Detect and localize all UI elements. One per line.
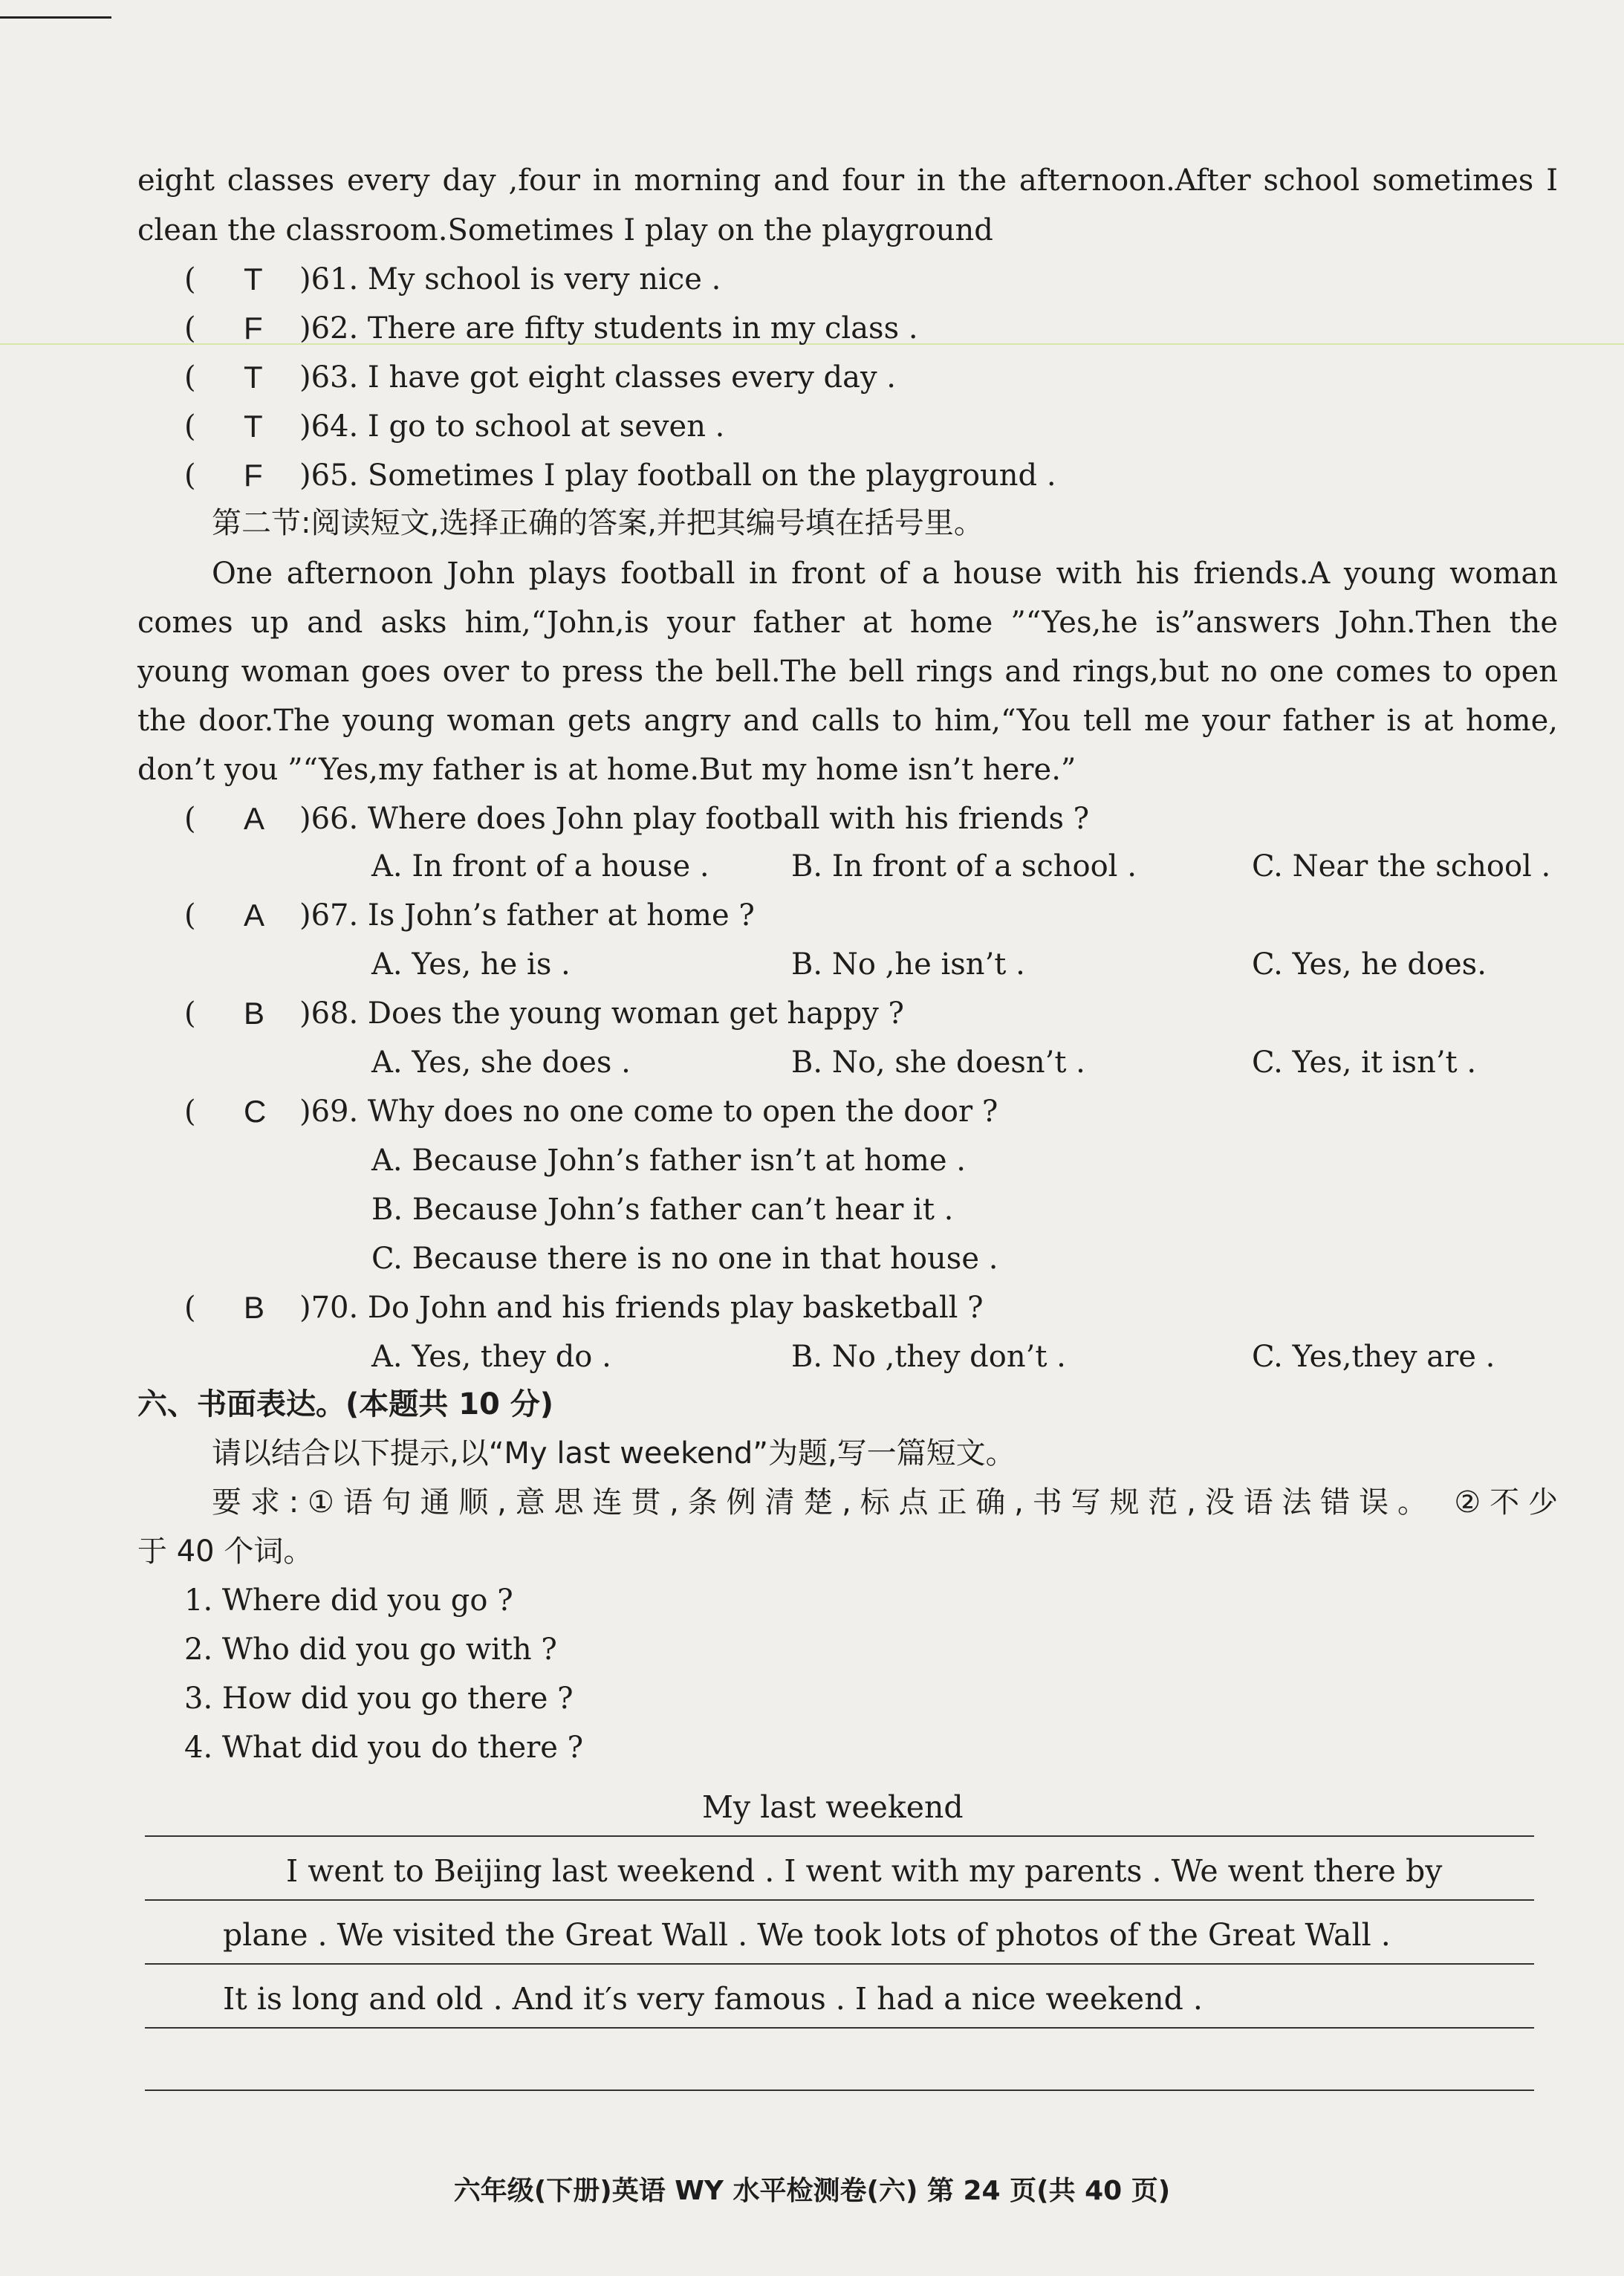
writing-rule <box>145 1899 1534 1901</box>
paren-open: ( <box>184 898 196 933</box>
question-text: )65. Sometimes I play football on the playground . <box>299 458 1056 493</box>
answer-mark: B <box>244 996 265 1031</box>
essay-line: It is long and old . And it′s very famous . I had a nice weekend . <box>223 1981 1203 2017</box>
question-text: )68. Does the young woman get happy ? <box>299 996 904 1031</box>
paren-open: ( <box>184 802 196 836</box>
option-c: C. Yes, he does. <box>1252 947 1487 982</box>
option-b: B. No, she doesn’t . <box>791 1045 1085 1080</box>
answer-mark: T <box>244 262 263 296</box>
question-text: )64. I go to school at seven . <box>299 409 725 444</box>
passage-line: the door.The young woman gets angry and calls to him,“You tell me your father is at home, <box>137 704 1558 738</box>
answer-mark: T <box>244 360 263 395</box>
writing-rule <box>145 1963 1534 1965</box>
writing-instruction: 请以结合以下提示,以“My last weekend”为题,写一篇短文。 <box>212 1436 1016 1471</box>
answer-mark: T <box>244 409 263 444</box>
question-text: )70. Do John and his friends play basketball ? <box>299 1291 984 1325</box>
top-rule <box>0 16 111 19</box>
answer-mark: F <box>244 458 263 493</box>
prompt-item: 3. How did you go there ? <box>184 1682 574 1716</box>
question-text: )66. Where does John play football with his friends ? <box>299 802 1090 836</box>
section-heading: 六、书面表达。(本题共 10 分) <box>137 1387 554 1421</box>
passage-line: comes up and asks him,“John,is your father at home ”“Yes,he is”answers John.Then the <box>137 606 1558 640</box>
question-text: )61. My school is very nice . <box>299 262 721 296</box>
paren-open: ( <box>184 360 196 395</box>
prompt-item: 2. Who did you go with ? <box>184 1633 557 1667</box>
prompt-item: 4. What did you do there ? <box>184 1731 584 1765</box>
paren-open: ( <box>184 1095 196 1129</box>
writing-rule <box>145 1835 1534 1837</box>
option-b: B. In front of a school . <box>791 849 1137 884</box>
option-c: C. Because there is no one in that house . <box>371 1242 998 1276</box>
paren-open: ( <box>184 262 196 296</box>
answer-mark: A <box>244 801 265 836</box>
question-text: )69. Why does no one come to open the door ? <box>299 1095 998 1129</box>
question-text: )67. Is John’s father at home ? <box>299 898 755 933</box>
paren-open: ( <box>184 409 196 444</box>
passage-line: eight classes every day ,four in morning and four in the afternoon.After school sometimes I <box>137 163 1558 198</box>
answer-mark: F <box>244 311 263 346</box>
question-text: )63. I have got eight classes every day . <box>299 360 897 395</box>
option-a: A. Because John’s father isn’t at home . <box>371 1144 966 1178</box>
answer-mark: A <box>244 898 265 933</box>
passage-line: One afternoon John plays football in front of a house with his friends.A young woman <box>212 557 1558 591</box>
writing-requirements: 要求:①语句通顺,意思连贯,条例清楚,标点正确,书写规范,没语法错误。 ②不少 <box>212 1485 1558 1520</box>
option-b: B. Because John’s father can’t hear it . <box>371 1193 954 1227</box>
essay-title: My last weekend <box>702 1789 964 1825</box>
paren-open: ( <box>184 996 196 1031</box>
essay-line: I went to Beijing last weekend . I went with my parents . We went there by <box>286 1853 1443 1889</box>
option-a: A. In front of a house . <box>371 849 709 884</box>
paren-open: ( <box>184 311 196 346</box>
answer-mark: C <box>244 1094 267 1129</box>
passage-line: don’t you ”“Yes,my father is at home.But my home isn’t here.” <box>137 753 1076 787</box>
section-title: 第二节:阅读短文,选择正确的答案,并把其编号填在括号里。 <box>212 506 984 540</box>
paren-open: ( <box>184 458 196 493</box>
option-b: B. No ,they don’t . <box>791 1340 1066 1374</box>
answer-mark: B <box>244 1290 265 1325</box>
writing-rule <box>145 2089 1534 2091</box>
option-a: A. Yes, they do . <box>371 1340 611 1374</box>
option-a: A. Yes, she does . <box>371 1045 631 1080</box>
question-text: )62. There are fifty students in my class . <box>299 311 918 346</box>
option-c: C. Yes,they are . <box>1252 1340 1495 1374</box>
passage-line: young woman goes over to press the bell.The bell rings and rings,but no one comes to open <box>137 655 1558 689</box>
passage-line: clean the classroom.Sometimes I play on the playground <box>137 213 993 247</box>
option-a: A. Yes, he is . <box>371 947 571 982</box>
page-footer: 六年级(下册)英语 WY 水平检测卷(六) 第 24 页(共 40 页) <box>453 2176 1171 2206</box>
prompt-item: 1. Where did you go ? <box>184 1583 513 1618</box>
option-c: C. Yes, it isn’t . <box>1252 1045 1477 1080</box>
paren-open: ( <box>184 1291 196 1325</box>
writing-requirements: 于 40 个词。 <box>137 1534 314 1569</box>
essay-line: plane . We visited the Great Wall . We took lots of photos of the Great Wall . <box>223 1917 1391 1953</box>
option-c: C. Near the school . <box>1252 849 1551 884</box>
writing-rule <box>145 2027 1534 2029</box>
option-b: B. No ,he isn’t . <box>791 947 1025 982</box>
